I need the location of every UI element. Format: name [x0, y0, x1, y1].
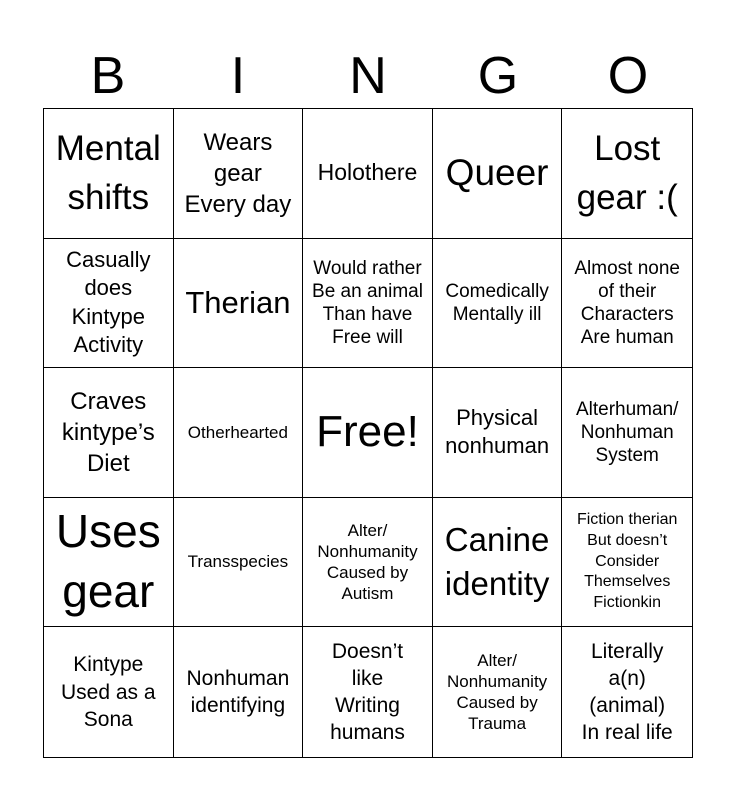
bingo-cell-free[interactable]: [303, 368, 433, 498]
header-letter-n: N: [349, 47, 387, 105]
bingo-cell[interactable]: [433, 109, 563, 239]
cell-text: Craves kintype’s Diet: [61, 387, 155, 478]
bingo-cell[interactable]: [433, 627, 563, 757]
bingo-cell[interactable]: [433, 498, 563, 628]
cell-text: Nonhuman identifying: [186, 666, 290, 718]
bingo-cell[interactable]: [174, 498, 304, 628]
cell-text: Queer: [445, 152, 549, 194]
header-letter-o: O: [607, 47, 649, 105]
bingo-cell[interactable]: [562, 239, 692, 369]
cell-text: Canine identity: [444, 520, 550, 603]
bingo-cell[interactable]: [44, 627, 174, 757]
bingo-cell[interactable]: [433, 239, 563, 369]
cell-text: Kintype Used as a Sona: [61, 653, 156, 731]
bingo-cell[interactable]: [433, 368, 563, 498]
cell-text: Would rather Be an animal Than have Free will: [312, 257, 423, 349]
bingo-cell[interactable]: [562, 109, 692, 239]
bingo-cell[interactable]: [44, 498, 174, 628]
cell-text: Alter/ Nonhumanity Caused by Trauma: [447, 650, 548, 734]
cell-text: Transspecies: [187, 552, 289, 572]
bingo-cell[interactable]: [562, 368, 692, 498]
bingo-cell[interactable]: [174, 368, 304, 498]
cell-text: Therian: [185, 285, 291, 321]
cell-text: Almost none of their Characters Are human: [574, 257, 680, 349]
bingo-cell[interactable]: [562, 627, 692, 757]
bingo-cell[interactable]: [303, 239, 433, 369]
cell-text: Mental shifts: [55, 129, 161, 218]
cell-text: Casually does Kintype Activity: [66, 246, 151, 358]
bingo-cell[interactable]: [303, 627, 433, 757]
bingo-cell[interactable]: [174, 239, 304, 369]
bingo-cell[interactable]: [303, 109, 433, 239]
bingo-cell[interactable]: [44, 368, 174, 498]
cell-text: Uses gear: [55, 505, 161, 618]
bingo-cell[interactable]: [562, 498, 692, 628]
cell-text: Otherhearted: [187, 422, 288, 442]
bingo-cell[interactable]: [44, 109, 174, 239]
cell-text: Comedically Mentally ill: [445, 280, 549, 325]
header-letter-i: I: [230, 47, 246, 105]
cell-text: Lost gear :(: [576, 129, 678, 218]
bingo-header: [43, 44, 693, 108]
header-letter-b: B: [90, 47, 126, 105]
cell-text: Fiction therian But doesn’t Consider Themselves Fictionkin: [576, 511, 678, 612]
cell-text: Doesn’t like Writing humans: [330, 639, 405, 745]
bingo-cell[interactable]: [303, 498, 433, 628]
bingo-cell[interactable]: [174, 627, 304, 757]
cell-text: Holothere: [317, 159, 418, 186]
bingo-cell[interactable]: [44, 239, 174, 369]
bingo-board: [43, 108, 693, 758]
cell-text: Physical nonhuman: [445, 404, 550, 459]
header-letter-g: G: [477, 47, 519, 105]
cell-text: Alter/ Nonhumanity Caused by Autism: [317, 520, 418, 604]
cell-text: Alterhuman/ Nonhuman System: [575, 398, 679, 467]
cell-text: Literally a(n) (animal) In real life: [581, 639, 673, 745]
cell-text: Wears gear Every day: [184, 128, 292, 218]
bingo-cell[interactable]: [174, 109, 304, 239]
free-space-text: Free!: [316, 407, 419, 457]
